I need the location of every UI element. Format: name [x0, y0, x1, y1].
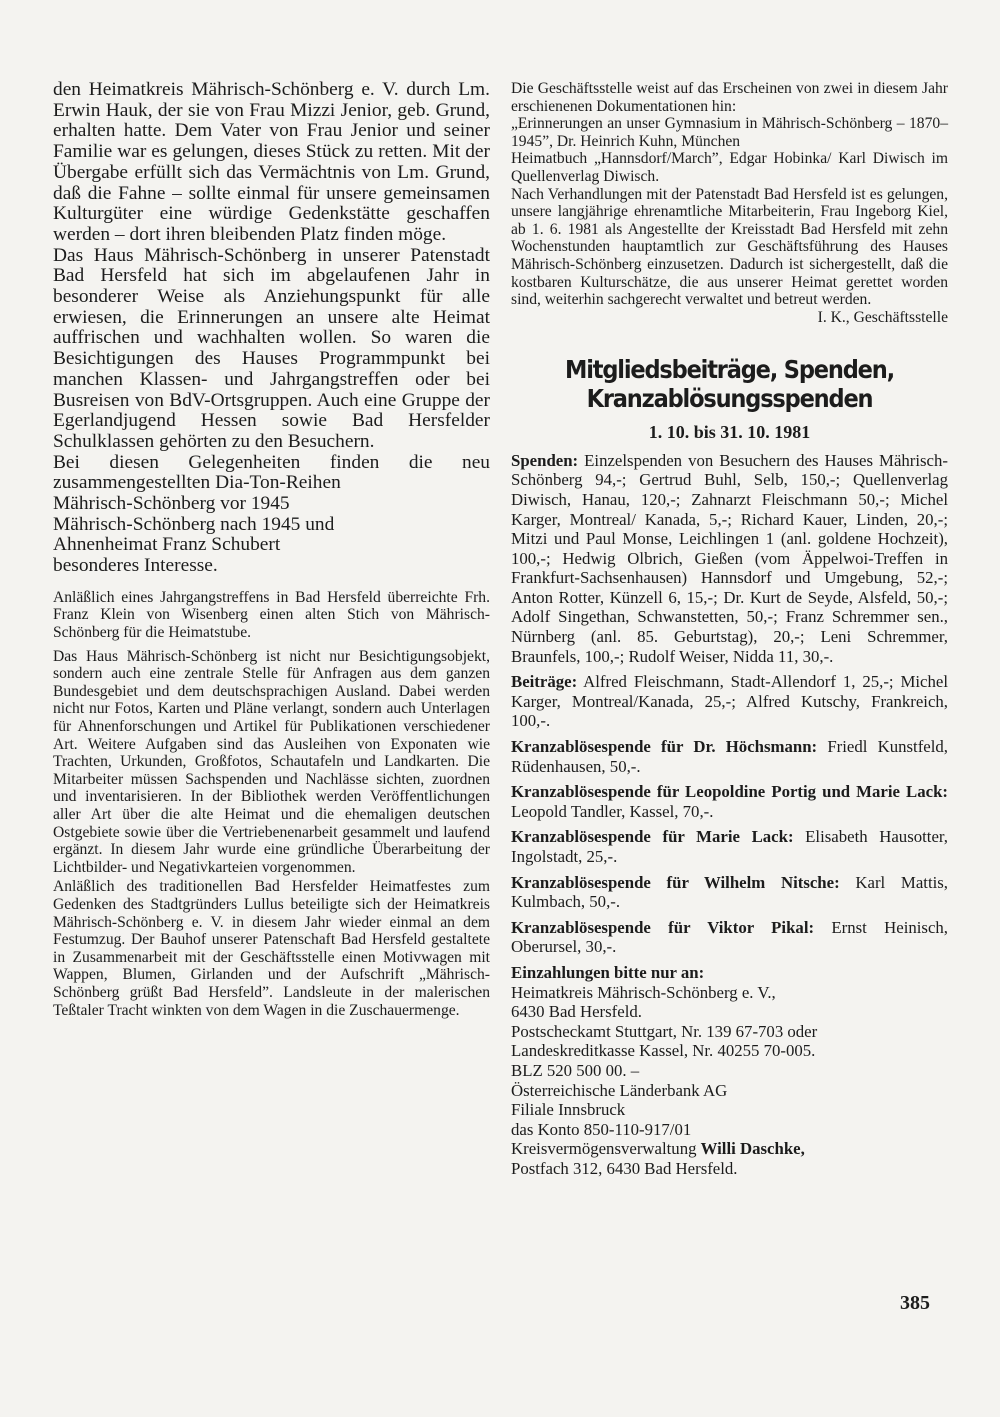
right-column	[511, 80, 948, 1179]
paragraph-slideshows	[53, 453, 490, 577]
donation-entry: Kranzablösespende für Leopoldine Portig und Marie Lack: Leopold Tandler, Kassel, 70,-.	[511, 782, 948, 821]
page-number: 385	[900, 1292, 930, 1314]
payment-line: Heimatkreis Mährisch-Schönberg e. V.,	[511, 982, 776, 1002]
payment-admin-line: Kreisvermögensverwaltung Willi Daschke,	[511, 1139, 805, 1159]
publication-hannsdorf: Heimatbuch „Hannsdorf/March”, Edgar Hobinka/ Karl Diwisch im Quellenverlag Diwisch.	[511, 150, 948, 185]
slideshow-line: Mährisch-Schönberg vor 1945	[53, 493, 290, 515]
office-staff-text: Nach Verhandlungen mit der Patenstadt Bad Hersfeld ist es gelungen, unsere langjährige ehrenamtliche Mitarbeiterin, Frau Ingeborg Kiel, ab 1. 6. 1981 als Angestellte der Kreisstadt Bad Hersfeld mit zehn Wochenstunden hauptamtlich zur Geschäftsführung des Hauses Mährisch-Schönberg einzusetzen. Dadurch ist sichergestellt, daß die kostbaren Kulturschätze, die aus unserer Heimat gerettet worden sind, weiterhin sachgerecht verwaltet und betreut werden.	[511, 185, 948, 309]
slideshow-line: Mährisch-Schönberg nach 1945 und	[53, 513, 335, 535]
slideshow-line: besonderes Interesse.	[53, 555, 218, 577]
donation-entry: Kranzablösespende für Dr. Höchsmann: Friedl Kunstfeld, Rüdenhausen, 50,-.	[511, 737, 949, 776]
paragraph-central-office: Das Haus Mährisch-Schönberg ist nicht nur Besichtigungsobjekt, sondern auch eine zentrale Stelle für Anfragen aus dem ganzen Bundesgebiet und dem deutschsprachigen Ausland. Dabei werden nicht nur Fotos, Karten und Pläne verlangt, sondern auch Unterlagen für Ahnenforschungen und Artikel für Publikationen verschiedener Art. Weitere Aufgaben sind das Ausleihen von Exponaten wie Trachten, Urkunden, Großfotos, Schautafeln und Landkarten. Die Mitarbeiter müssen Sachspenden und Nachlässe sichten, zuordnen und inventarisieren. In der Bibliothek werden Veröffentlichungen aller Art über die alte Heimat und die ehemaligen deutschen Ostgebiete sowie über die Vertriebenenarbeit gesammelt und laufend ergänzt. In diesem Jahr wurde eine gründliche Überarbeitung der Lichtbilder- und Negativkarteien vorgenommen.	[53, 647, 490, 876]
donation-entry: Kranzablösespende für Wilhelm Nitsche: Karl Mattis, Kulmbach, 50,-.	[511, 872, 948, 912]
headline-line-2: Kranzablösungsspenden	[586, 383, 873, 413]
donation-entry: Beiträge: Alfred Fleischmann, Stadt-Allendorf 1, 25,-; Michel Karger, Montreal/Kanada, 25,-; Alfred Kutschy, Frankreich, 100,-.	[511, 672, 948, 731]
donation-entry: Spenden: Einzelspenden von Besuchern des Hauses Mährisch-Schönberg 94,-; Gertrud Buhl, Selb, 150,-; Quellenverlag Diwisch, Hanau, 120,-; Zahnarzt Fleischmann 50,-; Michel Karger, Montreal/ Kanada, 5,-; Richard Kauer, Linden, 20,-; Mitzi und Paul Monse, Leichlingen 1 (anl. goldene Hochzeit), 100,-; Hedwig Olbrich, Gießen (vom Äppelwoi-Treffen in Frankfurt-Sachsenhausen) Hannsdorf und Umgebung, 52,-; Anton Rotter, Künzell 6, 15,-; Dr. Kurt de Seyde, Alsfeld, 50,-; Adolf Singethan, Schwanstetten, 50,-; Franz Schremmer sen., Nürnberg (anl. 85. Geburtstag), 20,-; Leni Schremmer, Braunfels, 100,-; Rudolf Weiser, Nidda 11, 30,-.	[511, 450, 948, 666]
paragraph-office-staff	[511, 185, 948, 326]
paragraph-engraving: Anläßlich eines Jahrgangstreffens in Bad Hersfeld überreichte Frh. Franz Klein von Wisenberg einen alten Stich von Mährisch-Schönberg für die Heimatstube.	[53, 588, 490, 642]
paragraph-festival: Anläßlich des traditionellen Bad Hersfelder Heimatfestes zum Gedenken des Stadtgründers Lullus beteiligte sich der Heimatkreis Mährisch-Schönberg e. V. in diesem Jahr wieder einmal an dem Festumzug. Der Bauhof unserer Patenschaft Bad Hersfeld gestaltete in Zusammenarbeit mit der Geschäftsstelle einen Motivwagen mit Wappen, Blumen, Girlanden und der Aufschrift „Mährisch-Schönberg grüßt Bad Hersfeld”. Landsleute in der malerischen Teßtaler Tracht winkten von dem Wagen in die Zuschauermenge.	[53, 878, 490, 1019]
paragraph-flag-donation: den Heimatkreis Mährisch-Schönberg e. V. durch Lm. Erwin Hauk, der sie von Frau Mizzi Jenior, geb. Grund, erhalten hatte. Dem Vater von Frau Jenior und seiner Familie war es gelungen, dieses Stück zu retten. Mit der Übergabe erfüllt sich das Vermächtnis von Lm. Grund, daß die Fahne – sollte einmal für unsere gemeinsamen Kulturgüter eine würdige Gedenkstätte geschaffen werden – dort ihren bleibenden Platz finden möge.	[53, 79, 490, 245]
section-headline	[533, 355, 926, 413]
payment-line: das Konto 850-110-917/01	[511, 1119, 692, 1139]
payment-heading: Einzahlungen bitte nur an:	[511, 962, 705, 982]
paragraph-house-visitors: Das Haus Mährisch-Schönberg in unserer Patenstadt Bad Hersfeld hat sich im abgelaufenen Jahr in besonderer Weise als Anziehungspunkt für alle erwiesen, die Erinnerungen an unsere alte Heimat auffrischen und wachhalten wollen. So waren die Besichtigungen des Hauses Programmpunkt bei manchen Klassen- und Jahrgangstreffen oder bei Busreisen von BdV-Ortsgruppen. Auch eine Gruppe der Egerlandjugend Hessen sowie Bad Hersfelder Schulklassen gehörten zu den Besuchern.	[53, 244, 490, 452]
donation-entry: Kranzablösespende für Marie Lack: Elisabeth Hausotter, Ingolstadt, 25,-.	[511, 827, 949, 866]
left-column	[53, 80, 490, 1019]
signature: I. K., Geschäftsstelle	[817, 308, 948, 326]
donation-entry: Kranzablösespende für Viktor Pikal: Ernst Heinisch, Oberursel, 30,-.	[511, 917, 948, 957]
slideshow-line: Ahnenheimat Franz Schubert	[53, 534, 281, 556]
payment-line: Filiale Innsbruck	[511, 1100, 626, 1120]
headline-line-1: Mitgliedsbeiträge, Spenden,	[565, 354, 894, 384]
payment-line: Postscheckamt Stuttgart, Nr. 139 67-703 oder	[511, 1021, 818, 1041]
publication-gymnasium: „Erinnerungen an unser Gymnasium in Mährisch-Schönberg – 1870–1945”, Dr. Heinrich Kuhn, München	[511, 115, 948, 150]
publications-intro: Die Geschäftsstelle weist auf das Erscheinen von zwei in diesem Jahr erschienenen Dokumentationen hin:	[511, 80, 948, 115]
date-range: 1. 10. bis 31. 10. 1981	[648, 421, 811, 442]
payment-line: Österreichische Länderbank AG	[511, 1080, 728, 1100]
payment-line: Landeskreditkasse Kassel, Nr. 40255 70-005.	[511, 1041, 816, 1061]
payment-info	[511, 963, 948, 1179]
payment-line: BLZ 520 500 00. –	[511, 1060, 640, 1080]
slideshow-intro: Bei diesen Gelegenheiten finden die neu zusammengestellten Dia-Ton-Reihen	[53, 451, 490, 494]
payment-line: 6430 Bad Hersfeld.	[511, 1002, 642, 1022]
payment-line: Postfach 312, 6430 Bad Hersfeld.	[511, 1158, 738, 1178]
